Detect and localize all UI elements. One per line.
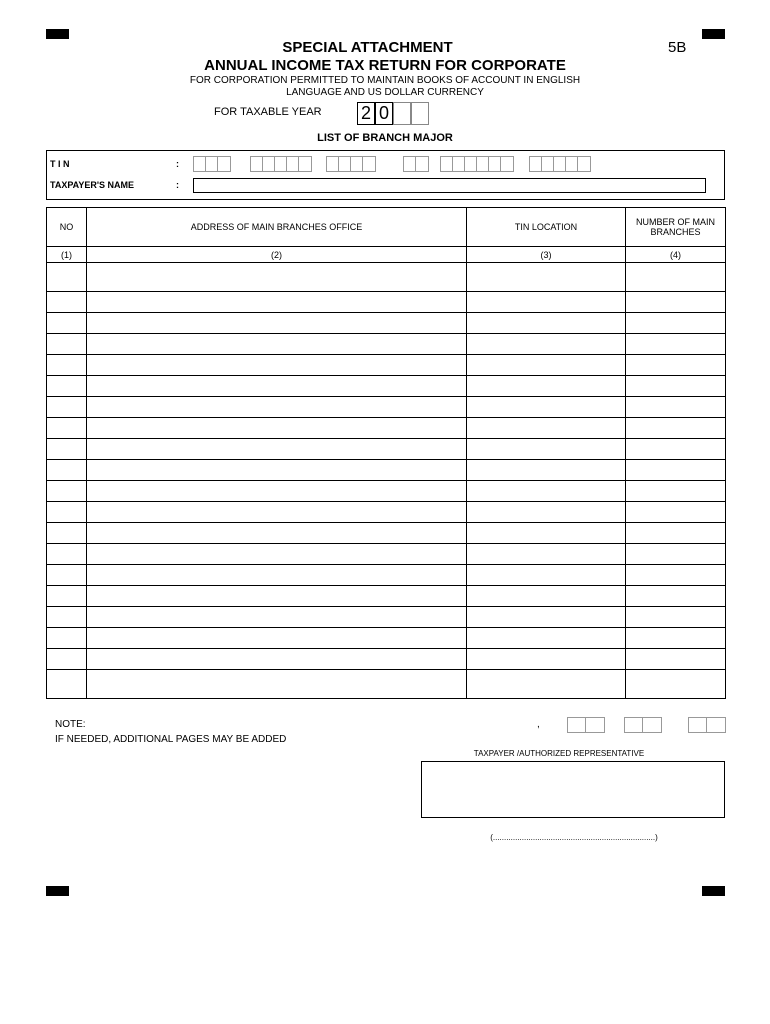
row-cell-address[interactable]	[87, 670, 467, 699]
tin-label: T I N	[50, 159, 70, 169]
table-row	[47, 334, 726, 355]
representative-label: TAXPAYER /AUTHORIZED REPRESENTATIVE	[473, 749, 645, 758]
row-cell-address[interactable]	[87, 628, 467, 649]
registration-mark-bottom-left	[46, 886, 69, 896]
table-row	[47, 607, 726, 628]
registration-mark-top-right	[702, 29, 725, 39]
table-header-row	[47, 208, 726, 247]
registration-mark-bottom-right	[702, 886, 725, 896]
branch-table	[46, 207, 726, 699]
tin-field-group-6[interactable]	[529, 156, 591, 172]
row-cell-address[interactable]	[87, 481, 467, 502]
row-cell-tin-location[interactable]	[467, 607, 626, 628]
row-cell-branches[interactable]	[626, 355, 726, 376]
row-cell-branches[interactable]	[626, 481, 726, 502]
date-year-field[interactable]	[688, 717, 726, 733]
table-row	[47, 313, 726, 334]
col-number-branches: (4)	[626, 247, 726, 263]
date-comma: ,	[537, 719, 540, 730]
row-cell-address[interactable]	[87, 586, 467, 607]
row-cell-no[interactable]	[47, 334, 87, 355]
row-cell-branches[interactable]	[626, 502, 726, 523]
tin-colon: :	[176, 159, 179, 169]
row-cell-no[interactable]	[47, 481, 87, 502]
row-cell-tin-location[interactable]	[467, 670, 626, 699]
row-cell-branches[interactable]	[626, 376, 726, 397]
form-description-line2: LANGUAGE AND US DOLLAR CURRENCY	[286, 87, 484, 98]
table-row	[47, 628, 726, 649]
row-cell-address[interactable]	[87, 523, 467, 544]
registration-mark-top-left	[46, 29, 69, 39]
table-row	[47, 670, 726, 699]
row-cell-tin-location[interactable]	[467, 586, 626, 607]
table-row	[47, 502, 726, 523]
taxable-year-digit-2[interactable]: 0	[375, 102, 393, 125]
row-cell-tin-location[interactable]	[467, 355, 626, 376]
taxpayer-name-input[interactable]	[193, 178, 706, 193]
tin-field-group-3[interactable]	[326, 156, 376, 172]
signatory-name-line: (.........................................................................)	[490, 833, 658, 842]
tin-field-group-1[interactable]	[193, 156, 231, 172]
col-number-address: (2)	[87, 247, 467, 263]
table-row	[47, 376, 726, 397]
header-no: NO	[47, 208, 87, 247]
row-cell-no[interactable]	[47, 523, 87, 544]
row-cell-branches[interactable]	[626, 460, 726, 481]
row-cell-address[interactable]	[87, 376, 467, 397]
row-cell-no[interactable]	[47, 263, 87, 292]
row-cell-branches[interactable]	[626, 544, 726, 565]
note-label: NOTE:	[55, 719, 86, 730]
tin-field-group-2[interactable]	[250, 156, 312, 172]
row-cell-branches[interactable]	[626, 334, 726, 355]
row-cell-no[interactable]	[47, 397, 87, 418]
column-number-row	[47, 247, 726, 263]
table-row	[47, 523, 726, 544]
row-cell-tin-location[interactable]	[467, 439, 626, 460]
row-cell-no[interactable]	[47, 418, 87, 439]
date-day-field[interactable]	[567, 717, 605, 733]
list-title: LIST OF BRANCH MAJOR	[317, 132, 453, 144]
row-cell-address[interactable]	[87, 263, 467, 292]
row-cell-tin-location[interactable]	[467, 292, 626, 313]
table-row	[47, 649, 726, 670]
row-cell-tin-location[interactable]	[467, 313, 626, 334]
row-cell-branches[interactable]	[626, 649, 726, 670]
row-cell-tin-location[interactable]	[467, 628, 626, 649]
row-cell-branches[interactable]	[626, 670, 726, 699]
row-cell-no[interactable]	[47, 565, 87, 586]
row-cell-tin-location[interactable]	[467, 418, 626, 439]
row-cell-tin-location[interactable]	[467, 460, 626, 481]
row-cell-branches[interactable]	[626, 397, 726, 418]
row-cell-address[interactable]	[87, 607, 467, 628]
row-cell-tin-location[interactable]	[467, 263, 626, 292]
row-cell-tin-location[interactable]	[467, 649, 626, 670]
row-cell-branches[interactable]	[626, 313, 726, 334]
row-cell-tin-location[interactable]	[467, 544, 626, 565]
row-cell-tin-location[interactable]	[467, 565, 626, 586]
table-row	[47, 586, 726, 607]
row-cell-no[interactable]	[47, 628, 87, 649]
signature-box[interactable]	[421, 761, 725, 818]
taxable-year-digit-1[interactable]: 2	[357, 102, 375, 125]
row-cell-tin-location[interactable]	[467, 523, 626, 544]
row-cell-no[interactable]	[47, 376, 87, 397]
form-subtitle-main: ANNUAL INCOME TAX RETURN FOR CORPORATE	[204, 57, 566, 74]
header-address: ADDRESS OF MAIN BRANCHES OFFICE	[87, 208, 467, 247]
row-cell-no[interactable]	[47, 355, 87, 376]
row-cell-branches[interactable]	[626, 418, 726, 439]
taxpayer-name-label: TAXPAYER'S NAME	[50, 180, 134, 190]
row-cell-no[interactable]	[47, 439, 87, 460]
row-cell-no[interactable]	[47, 313, 87, 334]
row-cell-no[interactable]	[47, 670, 87, 699]
row-cell-address[interactable]	[87, 649, 467, 670]
taxable-year-label: FOR TAXABLE YEAR	[214, 106, 322, 118]
table-row	[47, 263, 726, 292]
date-month-field[interactable]	[624, 717, 662, 733]
row-cell-address[interactable]	[87, 502, 467, 523]
row-cell-address[interactable]	[87, 397, 467, 418]
header-number-of-branches: NUMBER OF MAIN BRANCHES	[626, 208, 726, 247]
row-cell-branches[interactable]	[626, 586, 726, 607]
row-cell-branches[interactable]	[626, 292, 726, 313]
row-cell-branches[interactable]	[626, 523, 726, 544]
table-row	[47, 460, 726, 481]
row-cell-address[interactable]	[87, 460, 467, 481]
row-cell-branches[interactable]	[626, 439, 726, 460]
row-cell-branches[interactable]	[626, 565, 726, 586]
table-row	[47, 397, 726, 418]
row-cell-address[interactable]	[87, 355, 467, 376]
row-cell-address[interactable]	[87, 565, 467, 586]
row-cell-tin-location[interactable]	[467, 334, 626, 355]
row-cell-no[interactable]	[47, 544, 87, 565]
row-cell-branches[interactable]	[626, 628, 726, 649]
table-row	[47, 439, 726, 460]
taxable-year-digit-3[interactable]	[393, 102, 411, 125]
row-cell-address[interactable]	[87, 292, 467, 313]
row-cell-address[interactable]	[87, 544, 467, 565]
table-row	[47, 292, 726, 313]
row-cell-no[interactable]	[47, 586, 87, 607]
col-number-tin-location: (3)	[467, 247, 626, 263]
taxpayer-name-colon: :	[176, 180, 179, 190]
taxable-year-digit-4[interactable]	[411, 102, 429, 125]
row-cell-tin-location[interactable]	[467, 397, 626, 418]
tin-field-group-5[interactable]	[440, 156, 514, 172]
row-cell-tin-location[interactable]	[467, 376, 626, 397]
row-cell-no[interactable]	[47, 502, 87, 523]
row-cell-no[interactable]	[47, 292, 87, 313]
row-cell-branches[interactable]	[626, 607, 726, 628]
table-row	[47, 544, 726, 565]
header-tin-location: TIN LOCATION	[467, 208, 626, 247]
row-cell-tin-location[interactable]	[467, 502, 626, 523]
row-cell-branches[interactable]	[626, 263, 726, 292]
row-cell-address[interactable]	[87, 313, 467, 334]
table-row	[47, 481, 726, 502]
tin-field-group-4[interactable]	[403, 156, 429, 172]
row-cell-address[interactable]	[87, 439, 467, 460]
row-cell-tin-location[interactable]	[467, 481, 626, 502]
table-row	[47, 355, 726, 376]
row-cell-no[interactable]	[47, 649, 87, 670]
row-cell-address[interactable]	[87, 418, 467, 439]
table-row	[47, 565, 726, 586]
table-row	[47, 418, 726, 439]
row-cell-address[interactable]	[87, 334, 467, 355]
form-title: SPECIAL ATTACHMENT	[282, 39, 453, 56]
form-description-line1: FOR CORPORATION PERMITTED TO MAINTAIN BOOKS OF ACCOUNT IN ENGLISH	[189, 75, 581, 86]
col-number-no: (1)	[47, 247, 87, 263]
note-text: IF NEEDED, ADDITIONAL PAGES MAY BE ADDED	[55, 734, 287, 745]
form-code: 5B	[668, 39, 687, 56]
row-cell-no[interactable]	[47, 460, 87, 481]
row-cell-no[interactable]	[47, 607, 87, 628]
